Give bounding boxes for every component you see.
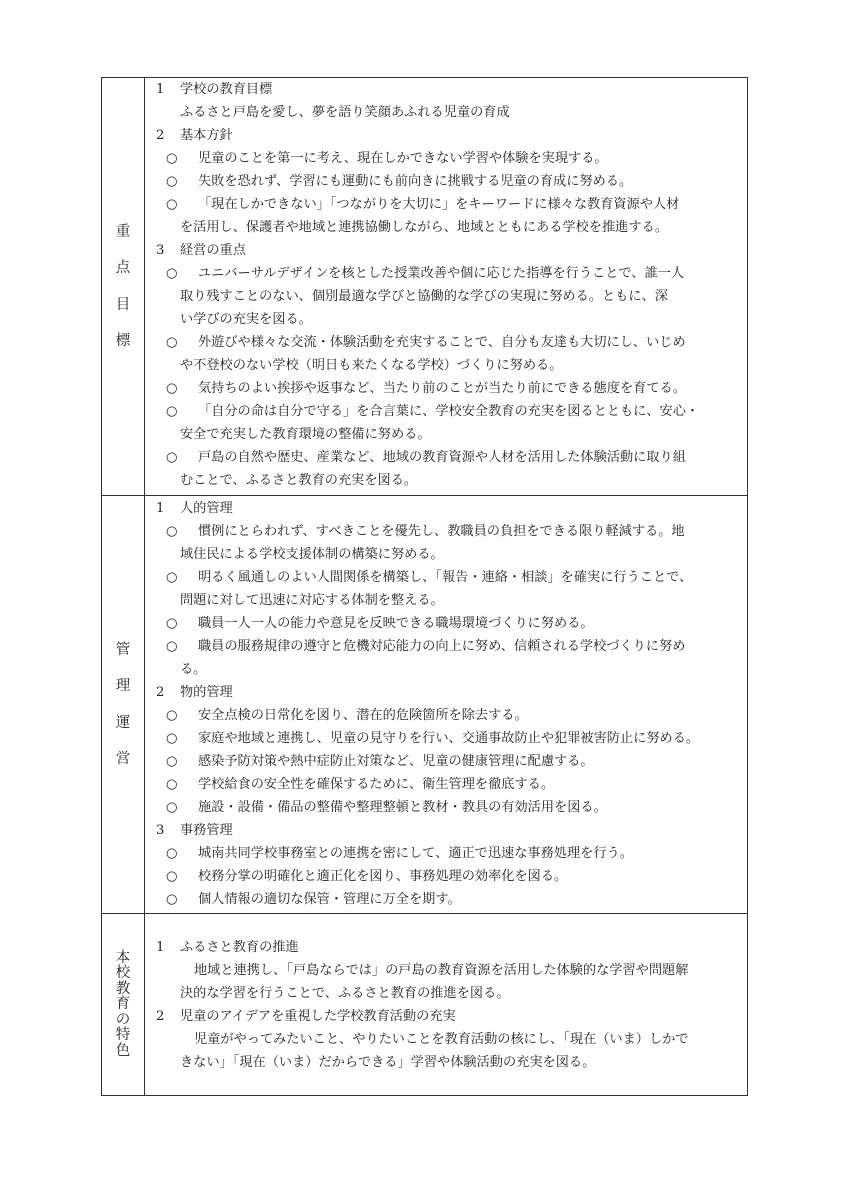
- section-title: ふるさと教育の推進: [180, 940, 299, 955]
- section-number: 3: [156, 823, 165, 838]
- policy-item: ユニバーサルデザインを核とした授業改善や個に応じた指導を行うことで、誰一人: [198, 266, 685, 281]
- label-char: の: [115, 1011, 131, 1028]
- policy-item: 外遊びや様々な交流・体験活動を充実することで、自分も友達も大切にし、いじめ: [198, 335, 686, 350]
- section-title: 事務管理: [180, 823, 233, 838]
- bullet-circle-icon: ○: [166, 524, 178, 539]
- section-number: 1: [156, 501, 165, 516]
- policy-item-cont: や不登校のない学校（明日も来たくなる学校）づくりに努める。: [180, 358, 563, 373]
- label-char: 本: [115, 949, 131, 966]
- policy-item: 明るく風通しのよい人間関係を構築し、「報告・連絡・相談」を確実に行うことで、: [198, 570, 693, 585]
- policy-table: [101, 77, 748, 1096]
- bullet-circle-icon: ○: [166, 570, 178, 585]
- bullet-circle-icon: ○: [166, 892, 178, 907]
- policy-item: 家庭や地域と連携し、児童の見守りを行い、交通事故防止や犯罪被害防止に努める。: [198, 731, 700, 746]
- section-title: 経営の重点: [180, 243, 246, 258]
- bullet-circle-icon: ○: [166, 174, 178, 189]
- feature-paragraph: 地域と連携し、「戸島ならでは」の戸島の教育資源を活用した体験的な学習や問題解: [194, 963, 689, 978]
- policy-item: 個人情報の適切な保管・管理に万全を期す。: [198, 892, 461, 907]
- label-char: 校: [115, 965, 131, 982]
- label-char: 目: [115, 296, 131, 313]
- section-number: 1: [156, 940, 165, 955]
- section-number: 2: [156, 128, 165, 143]
- bullet-circle-icon: ○: [166, 335, 178, 350]
- feature-paragraph-cont: きない」「現在（いま）だからできる」学習や体験活動の充実を図る。: [180, 1055, 596, 1070]
- policy-item-cont: 取り残すことのない、個別最適な学びと協働的な学びの実現に努める。ともに、深: [180, 289, 668, 304]
- policy-item: 「自分の命は自分で守る」を合言葉に、学校安全教育の充実を図るとともに、安心・: [198, 404, 700, 419]
- label-char: 営: [115, 751, 131, 767]
- section-title: 物的管理: [180, 685, 233, 700]
- policy-item-cont: 域住民による学校支援体制の構築に努める。: [180, 547, 444, 562]
- section-number: 2: [156, 1009, 165, 1024]
- policy-item: 児童のことを第一に考え、現在しかできない学習や体験を実現する。: [198, 151, 608, 166]
- policy-item-cont: むことで、ふるさと教育の充実を図る。: [180, 473, 418, 488]
- bullet-circle-icon: ○: [166, 754, 178, 769]
- bullet-circle-icon: ○: [166, 151, 178, 166]
- policy-item: 職員一人一人の能力や意見を反映できる職場環境づくりに努める。: [198, 616, 594, 631]
- policy-item-cont: 安全で充実した教育環境の整備に努める。: [180, 427, 431, 442]
- policy-item: 失敗を恐れず、学習にも運動にも前向きに挑戦する児童の育成に努める。: [198, 174, 633, 189]
- label-char: 点: [115, 260, 131, 276]
- policy-item: 施設・設備・備品の整備や整理整頓と教材・教具の有効活用を図る。: [198, 800, 607, 815]
- label-char: 管: [115, 641, 131, 658]
- row-label-kanri-unei: [102, 496, 145, 913]
- section-number: 3: [156, 243, 165, 258]
- bullet-circle-icon: ○: [166, 800, 178, 815]
- row-juten-mokuhyo: [102, 78, 747, 496]
- bullet-circle-icon: ○: [166, 639, 178, 654]
- policy-item: 気持ちのよい挨拶や返事など、当たり前のことが当たり前にできる態度を育てる。: [198, 381, 686, 396]
- section-number: 1: [156, 82, 165, 97]
- section-title: 基本方針: [180, 128, 233, 143]
- row-honko-tokushoku: [102, 914, 747, 1095]
- bullet-circle-icon: ○: [166, 404, 178, 419]
- label-char: 育: [115, 996, 131, 1013]
- bullet-circle-icon: ○: [166, 197, 178, 212]
- bullet-circle-icon: ○: [166, 731, 178, 746]
- bullet-circle-icon: ○: [166, 777, 178, 792]
- row-label-juten-mokuhyo: [102, 78, 145, 495]
- feature-paragraph: 児童がやってみたいこと、やりたいことを教育活動の核にし、「現在（いま）しかで: [194, 1032, 689, 1047]
- policy-item: 安全点検の日常化を図り、潜在的危険箇所を除去する。: [198, 708, 528, 723]
- school-goal-text: ふるさと戸島を愛し、夢を語り笑顔あふれる児童の育成: [180, 105, 510, 120]
- policy-item-cont: る。: [180, 662, 207, 677]
- policy-item: 戸島の自然や歴史、産業など、地域の教育資源や人材を活用した体験活動に取り組: [198, 450, 686, 465]
- label-char: 色: [115, 1042, 131, 1059]
- bullet-circle-icon: ○: [166, 846, 178, 861]
- feature-paragraph-cont: 決的な学習を行うことで、ふるさと教育の推進を図る。: [180, 986, 510, 1001]
- section-title: 人的管理: [180, 501, 233, 516]
- label-char: 運: [115, 714, 131, 731]
- bullet-circle-icon: ○: [166, 616, 178, 631]
- label-char: 特: [115, 1027, 131, 1044]
- bullet-circle-icon: ○: [166, 869, 178, 884]
- section-title: 児童のアイデアを重視した学校教育活動の充実: [180, 1009, 456, 1024]
- policy-item: 感染予防対策や熱中症防止対策など、児童の健康管理に配慮する。: [198, 754, 594, 769]
- bullet-circle-icon: ○: [166, 708, 178, 723]
- label-char: 重: [115, 223, 131, 240]
- label-char: 標: [115, 333, 131, 349]
- policy-item-cont: 問題に対して迅速に対応する体制を整える。: [180, 593, 444, 608]
- policy-item-cont: を活用し、保護者や地域と連携協働しながら、地域とともにある学校を推進する。: [180, 220, 668, 235]
- bullet-circle-icon: ○: [166, 266, 178, 281]
- bullet-circle-icon: ○: [166, 381, 178, 396]
- label-char: 教: [115, 980, 131, 997]
- policy-item: 慣例にとらわれず、すべきことを優先し、教職員の負担をできる限り軽減する。地: [198, 524, 685, 539]
- section-title: 学校の教育目標: [180, 82, 273, 97]
- section-number: 2: [156, 685, 165, 700]
- policy-item: 校務分掌の明確化と適正化を図り、事務処理の効率化を図る。: [198, 869, 568, 884]
- label-char: 理: [115, 678, 131, 694]
- policy-item: 城南共同学校事務室との連携を密にして、適正で迅速な事務処理を行う。: [198, 846, 633, 861]
- policy-item-cont: い学びの充実を図る。: [180, 312, 312, 327]
- policy-item: 職員の服務規律の遵守と危機対応能力の向上に努め、信頼される学校づくりに努め: [198, 639, 686, 654]
- policy-item: 「現在しかできない」「つながりを大切に」をキーワードに様々な教育資源や人材: [198, 197, 680, 212]
- row-label-honko-tokushoku: [102, 914, 145, 1095]
- bullet-circle-icon: ○: [166, 450, 178, 465]
- row-kanri-unei: [102, 496, 747, 914]
- policy-item: 学校給食の安全性を確保するために、衛生管理を徹底する。: [198, 777, 555, 792]
